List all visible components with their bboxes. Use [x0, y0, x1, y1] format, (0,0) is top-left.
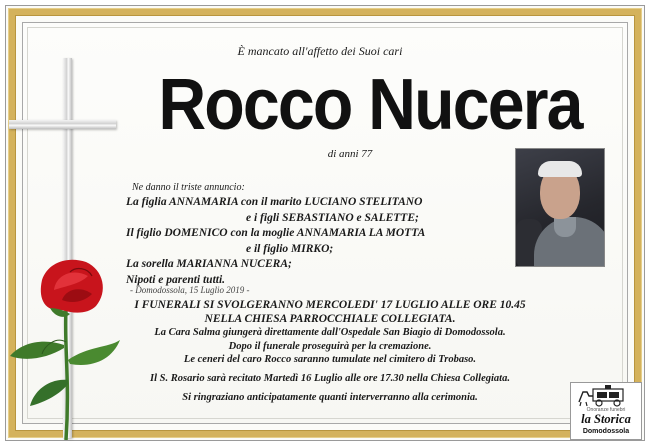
rosary-line: Il S. Rosario sarà recitato Martedì 16 Luglio alle ore 17.30 nella Chiesa Collegiata.: [150, 373, 510, 384]
rose-icon: [4, 250, 124, 440]
family-line: Il figlio DOMENICO con la moglie ANNAMARIA LA MOTTA: [126, 227, 426, 239]
family-line: Nipoti e parenti tutti.: [126, 273, 226, 286]
notice-date: - Domodossola, 15 Luglio 2019 -: [130, 285, 250, 295]
funeral-line: La Cara Salma giungerà direttamente dall'Ospedale San Biagio di Domodossola.: [154, 327, 506, 338]
family-line: La figlia ANNAMARIA con il marito LUCIANO STELITANO: [126, 196, 423, 208]
announce-text: Ne danno il triste annuncio:: [132, 182, 245, 193]
logo-subtitle: Onoranze funebri: [586, 407, 626, 413]
portrait-photo: [515, 148, 605, 267]
logo-town: Domodossola: [582, 428, 630, 435]
thanks-line: Si ringraziano anticipatamente quanti interverranno alla cerimonia.: [182, 392, 478, 403]
family-line: La sorella MARIANNA NUCERA;: [126, 258, 292, 270]
age-text: di anni 77: [327, 148, 373, 160]
funeral-home-logo: [570, 382, 642, 440]
funeral-line: I FUNERALI SI SVOLGERANNO MERCOLEDI' 17 LUGLIO ALLE ORE 10.45: [134, 299, 526, 311]
cross-arm: [9, 120, 116, 129]
funeral-line: NELLA CHIESA PARROCCHIALE COLLEGIATA.: [204, 313, 456, 325]
family-line: e il figlio MIRKO;: [246, 242, 334, 255]
family-line: e i figli SEBASTIANO e SALETTE;: [246, 211, 419, 224]
logo-brand: la Storica: [581, 412, 631, 426]
intro-text: È mancato all'affetto dei Suoi cari: [237, 44, 403, 58]
family-list: [126, 195, 506, 288]
funeral-line: Le ceneri del caro Rocco saranno tumulate nel cimitero di Trobaso.: [183, 354, 477, 365]
funeral-line: Dopo il funerale proseguirà per la cremazione.: [228, 341, 432, 352]
hearse-icon: [571, 384, 641, 408]
deceased-name: Rocco Nucera: [158, 65, 582, 145]
